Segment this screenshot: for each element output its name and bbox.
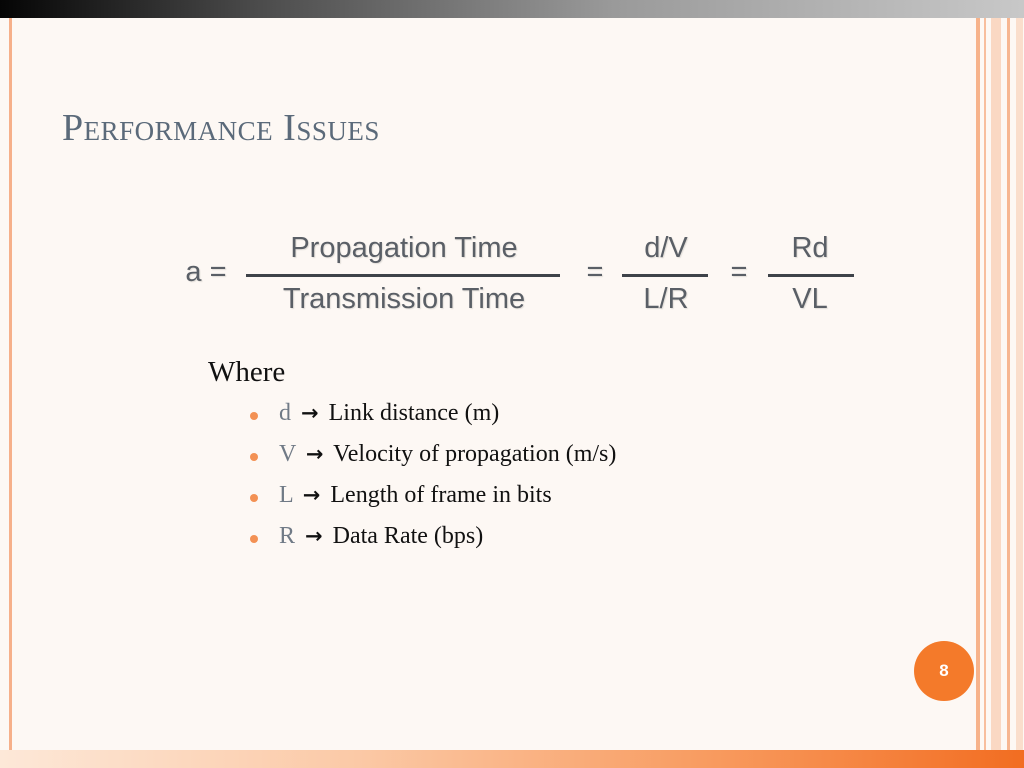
bottom-gradient-bar — [0, 750, 1024, 768]
left-accent-line — [9, 18, 12, 750]
fraction-2-bar — [622, 274, 708, 277]
stripe — [991, 18, 1001, 750]
variable-meaning: Velocity of propagation (m/s) — [333, 441, 617, 467]
fraction-1-denominator: Transmission Time — [282, 283, 526, 315]
variable-meaning: Data Rate (bps) — [332, 523, 484, 549]
slide-title: Performance Issues — [62, 107, 380, 149]
arrow-right-icon: → — [301, 401, 319, 425]
bullet-icon — [250, 494, 258, 502]
fraction-2-numerator: d/V — [644, 232, 688, 264]
fraction-3-numerator: Rd — [791, 232, 829, 264]
definition-text — [279, 441, 616, 468]
bullet-icon — [250, 453, 258, 461]
definition-text — [279, 523, 483, 550]
variable-symbol: L — [279, 482, 293, 508]
variable-symbol: d — [279, 400, 291, 426]
fraction-1-bar — [246, 274, 560, 277]
equals-sign-1: = — [586, 256, 604, 288]
definition-text — [279, 482, 552, 509]
arrow-right-icon: → — [305, 524, 323, 548]
stripe — [976, 18, 980, 750]
fraction-3-denominator: VL — [792, 283, 828, 315]
right-stripes — [974, 18, 1024, 750]
variable-symbol: R — [279, 523, 296, 549]
bullet-icon — [250, 412, 258, 420]
variable-symbol: V — [279, 441, 296, 467]
variable-meaning: Length of frame in bits — [330, 482, 552, 508]
fraction-3-bar — [768, 274, 854, 277]
top-gradient-bar — [0, 0, 1024, 18]
fraction-1-numerator: Propagation Time — [290, 232, 518, 264]
arrow-right-icon: → — [302, 483, 321, 507]
arrow-right-icon: → — [305, 442, 324, 466]
definition-text — [279, 400, 499, 427]
stripe — [1016, 18, 1023, 750]
stripe — [984, 18, 986, 750]
stripe — [1007, 18, 1010, 750]
equals-sign-2: = — [730, 256, 748, 288]
where-heading: Where — [208, 356, 286, 388]
fraction-2-denominator: L/R — [643, 283, 689, 315]
formula-lhs: a = — [185, 256, 227, 288]
page-number-badge: 8 — [914, 641, 974, 701]
variable-meaning: Link distance (m) — [328, 400, 500, 426]
bullet-icon — [250, 535, 258, 543]
